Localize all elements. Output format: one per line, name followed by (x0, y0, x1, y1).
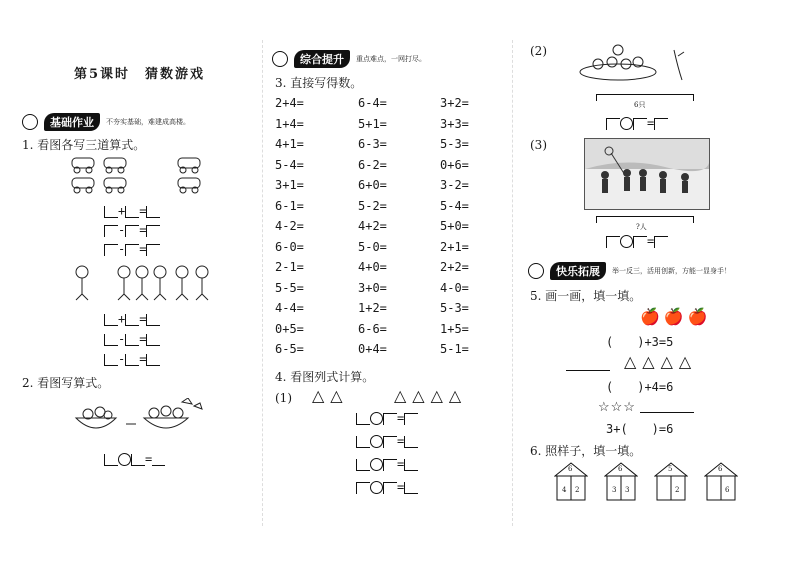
arith-problem[interactable]: 6-2= (358, 157, 387, 172)
arith-problem[interactable]: 6-4= (358, 96, 387, 110)
arith-problem[interactable]: 1+2= (358, 301, 387, 315)
section-slogan: 不夯实基础，难建成高楼。 (106, 118, 190, 126)
arith-problem[interactable]: 6-6= (358, 321, 387, 336)
arith-problem[interactable]: 2-1= (275, 260, 304, 274)
cars-illustration (68, 152, 228, 196)
blank-equation-4a[interactable]: = (356, 411, 418, 425)
arith-problem[interactable]: 0+4= (358, 342, 387, 356)
arith-problem[interactable]: 5-4= (440, 198, 469, 213)
arith-problem[interactable]: 3+2= (440, 96, 469, 110)
house-top-number: 6 (718, 465, 723, 473)
figure-label: 6只 (634, 101, 646, 109)
question-3: 3. 直接写得数。 (275, 76, 363, 90)
arith-problem[interactable]: 5-1= (440, 342, 469, 356)
q4-sub-label: (2) (530, 44, 547, 58)
figure-label: ?人 (636, 223, 647, 231)
arith-column-1 (275, 96, 304, 363)
section-comprehensive (272, 50, 426, 68)
arith-problem[interactable]: 6-1= (275, 198, 304, 213)
house-right-number[interactable]: 2 (675, 486, 680, 494)
arith-problem[interactable]: 5+0= (440, 219, 469, 233)
blank-equation-4e[interactable]: = (606, 116, 668, 130)
page-title: 第5课时 猜数游戏 (74, 67, 206, 82)
answer-line[interactable] (640, 412, 694, 413)
section-badge: 基础作业 (44, 113, 100, 131)
house-top-number: 5 (668, 465, 673, 473)
blank-equation-2[interactable]: = (104, 452, 165, 466)
arith-problem[interactable]: 2+2= (440, 260, 469, 274)
q4-sub-label: (3) (530, 138, 547, 152)
blank-equation-1a[interactable]: + = (104, 204, 160, 218)
arith-problem[interactable]: 3+1= (275, 178, 304, 192)
question-4: 4. 看图列式计算。 (275, 370, 375, 384)
house-right-number[interactable]: 6 (725, 486, 730, 494)
house-right-number[interactable]: 3 (625, 486, 630, 494)
mascot-icon (272, 51, 288, 67)
section-extension (528, 262, 731, 280)
arith-problem[interactable]: 3+0= (358, 280, 387, 295)
arith-problem[interactable]: 2+1= (440, 239, 469, 254)
arith-problem[interactable]: 5-4= (275, 157, 304, 172)
arith-problem[interactable]: 5-2= (358, 198, 387, 213)
arith-problem[interactable]: 6+0= (358, 178, 387, 192)
arith-problem[interactable]: 1+4= (275, 116, 304, 131)
arith-problem[interactable]: 4-2= (275, 219, 304, 233)
house-right-number[interactable]: 2 (575, 486, 580, 494)
mascot-icon (22, 114, 38, 130)
children-illustration (72, 264, 222, 304)
number-house (554, 462, 588, 506)
arith-problem[interactable]: 4+0= (358, 260, 387, 274)
house-left-number[interactable]: 3 (612, 486, 617, 494)
blank-equation-4d[interactable]: = (356, 480, 418, 494)
blank-equation-1f[interactable]: - = (104, 352, 160, 366)
number-house (704, 462, 738, 506)
q4-sub-label: (1) (275, 391, 292, 405)
frogs-illustration (578, 42, 698, 86)
arith-problem[interactable]: 2+4= (275, 96, 304, 110)
arith-problem[interactable]: 5-3= (440, 301, 469, 315)
arith-problem[interactable]: 3+3= (440, 116, 469, 131)
q5-equation-3[interactable]: 3+( )=6 (606, 422, 674, 436)
q5-equation-1[interactable]: ( )+3=5 (606, 335, 674, 349)
arith-problem[interactable]: 4-0= (440, 280, 469, 295)
section-slogan: 举一反三，活用创新，方能一显身手！ (612, 267, 731, 275)
apple-icon: 🍎🍎🍎 (640, 307, 712, 326)
arith-problem[interactable]: 4-4= (275, 301, 304, 315)
arith-problem[interactable]: 5-0= (358, 239, 387, 254)
question-5: 5. 画一画，填一填。 (530, 289, 642, 303)
arith-problem[interactable]: 5-3= (440, 137, 469, 151)
arith-column-2 (358, 96, 387, 363)
arith-problem[interactable]: 5-5= (275, 280, 304, 295)
blank-equation-1d[interactable]: + = (104, 312, 160, 326)
section-badge: 快乐拓展 (550, 262, 606, 280)
house-top-number: 6 (618, 465, 623, 473)
house-left-number[interactable]: 4 (562, 486, 567, 494)
arith-problem[interactable]: 0+6= (440, 157, 469, 172)
arith-problem[interactable]: 1+5= (440, 321, 469, 336)
question-6: 6. 照样子，填一填。 (530, 444, 642, 458)
triangle-icon: △△△△ (624, 352, 698, 371)
q5-equation-2[interactable]: ( )+4=6 (606, 380, 674, 394)
answer-line[interactable] (566, 370, 610, 371)
triangle-icon: △△△△ (394, 386, 468, 405)
house-top-number: 6 (568, 465, 573, 473)
blank-equation-1b[interactable]: - = (104, 223, 160, 237)
arith-problem[interactable]: 0+5= (275, 321, 304, 336)
question-1: 1. 看图各写三道算式。 (22, 138, 146, 152)
blank-equation-4b[interactable]: = (356, 434, 418, 448)
arith-column-3 (440, 96, 469, 363)
arith-problem[interactable]: 6-0= (275, 239, 304, 254)
blank-equation-1e[interactable]: - = (104, 332, 160, 346)
question-2: 2. 看图写算式。 (22, 376, 110, 390)
arith-problem[interactable]: 6-3= (358, 137, 387, 151)
arith-problem[interactable]: 4+2= (358, 219, 387, 233)
blank-equation-4f[interactable]: = (606, 234, 668, 248)
blank-equation-1c[interactable]: - = (104, 242, 160, 256)
number-house (654, 462, 688, 506)
triangle-icon: △△ (312, 386, 349, 405)
arith-problem[interactable]: 5+1= (358, 116, 387, 131)
number-house (604, 462, 638, 506)
baskets-illustration (74, 398, 214, 438)
star-icon: ☆☆☆ (598, 400, 636, 415)
section-basic (22, 113, 190, 131)
blank-equation-4c[interactable]: = (356, 457, 418, 471)
playground-photo (584, 138, 710, 210)
arith-problem[interactable]: 6-5= (275, 342, 304, 356)
mascot-icon (528, 263, 544, 279)
section-slogan: 重点难点，一网打尽。 (356, 55, 426, 63)
arith-problem[interactable]: 4+1= (275, 137, 304, 151)
arith-problem[interactable]: 3-2= (440, 178, 469, 192)
section-badge: 综合提升 (294, 50, 350, 68)
